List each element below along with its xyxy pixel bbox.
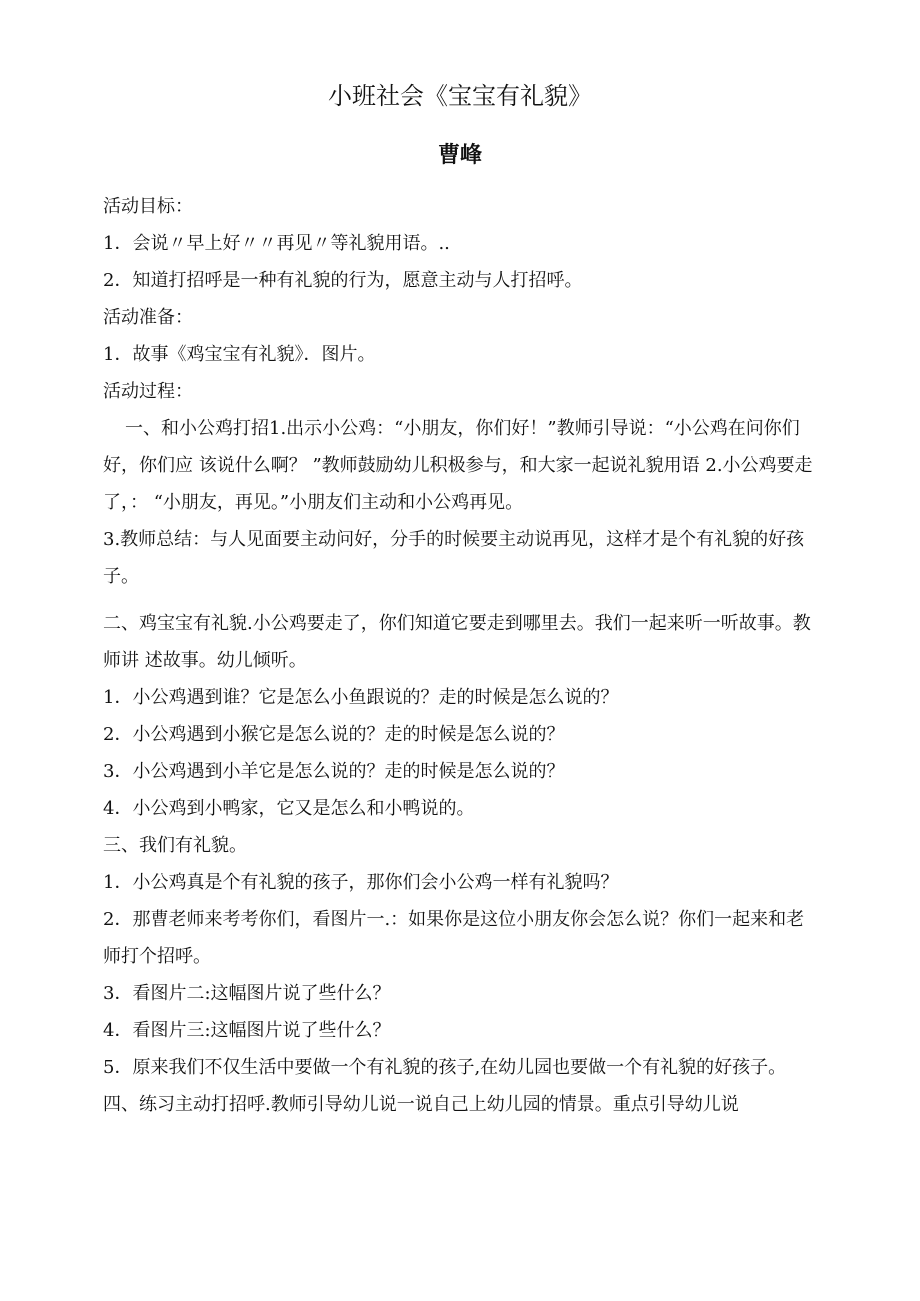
list-item: 1．小公鸡遇到谁？它是怎么小鱼跟说的？走的时候是怎么说的？ [103, 687, 619, 708]
list-item: 3．小公鸡遇到小羊它是怎么说的？走的时候是怎么说的？ [103, 761, 565, 782]
document-body [103, 188, 815, 1123]
list-item: 4．看图片三:这幅图片说了些什么？ [103, 1020, 391, 1041]
list-item: 1．小公鸡真是个有礼貌的孩子，那你们会小公鸡一样有礼貌吗？ [103, 872, 619, 893]
section-heading-process: 活动过程： [103, 381, 193, 402]
section-heading-preparation: 活动准备： [103, 307, 193, 328]
paragraph: 3.教师总结：与人见面要主动问好，分手的时候要主动说再见，这样才是个有礼貌的好孩子。 [103, 529, 805, 587]
list-item: 5．原来我们不仅生活中要做一个有礼貌的孩子,在幼儿园也要做一个有礼貌的好孩子。 [103, 1057, 787, 1078]
paragraph: 一、和小公鸡打招1.出示小公鸡：“小朋友，你们好！”教师引导说：“小公鸡在问你们好，你们应 该说什么啊？ ”教师鼓励幼儿积极参与，和大家一起说礼貌用语 2.小公鸡要走了，： “小朋友，再见。”小朋友们主动和小公鸡再见。 [103, 418, 813, 513]
list-item: 4．小公鸡到小鸭家，它又是怎么和小鸭说的。 [103, 798, 475, 819]
list-item: 2．那曹老师来考考你们，看图片一.：如果你是这位小朋友你会怎么说？你们一起来和老师打个招呼。 [103, 909, 805, 967]
list-item: 2．知道打招呼是一种有礼貌的行为，愿意主动与人打招呼。 [103, 270, 583, 291]
section-heading: 三、我们有礼貌。 [103, 835, 247, 856]
list-item: 1．会说〃早上好〃〃再见〃等礼貌用语。.. [103, 233, 450, 254]
paragraph: 四、练习主动打招呼.教师引导幼儿说一说自己上幼儿园的情景。重点引导幼儿说 [103, 1094, 739, 1115]
paragraph: 二、鸡宝宝有礼貌.小公鸡要走了，你们知道它要走到哪里去。我们一起来听一听故事。教师讲 述故事。幼儿倾听。 [103, 613, 811, 671]
list-item: 2．小公鸡遇到小猴它是怎么说的？走的时候是怎么说的？ [103, 724, 565, 745]
section-heading-goals: 活动目标： [103, 196, 193, 217]
list-item: 1．故事《鸡宝宝有礼貌》．图片。 [103, 344, 376, 365]
document-title: 小班社会《宝宝有礼貌》 [328, 82, 592, 110]
document-author: 曹峰 [437, 142, 482, 168]
list-item: 3．看图片二:这幅图片说了些什么？ [103, 983, 391, 1004]
